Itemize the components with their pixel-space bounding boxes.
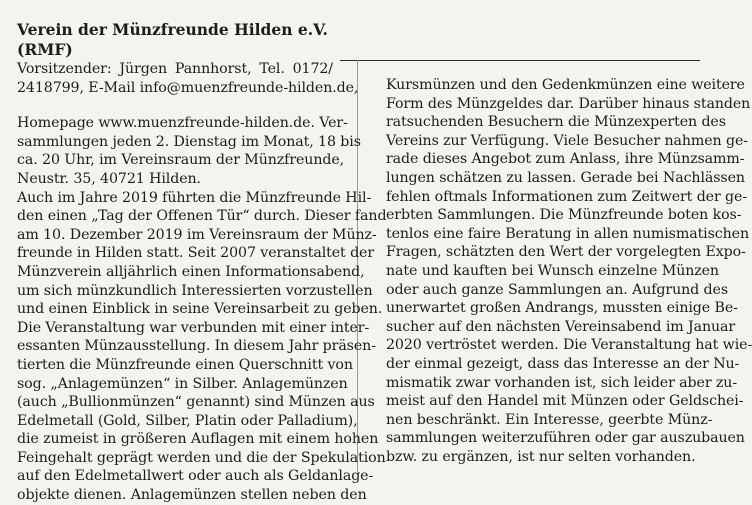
text-line: ca. 20 Uhr, im Vereinsraum der Münzfreunde, xyxy=(17,152,345,169)
text-line: nen beschränkt. Ein Interesse, geerbte Münz- xyxy=(386,411,713,428)
text-line: der einmal gezeigt, dass das Interesse an der Nu- xyxy=(386,355,740,372)
text-line: Feingehalt geprägt werden und die der Spekulation xyxy=(17,449,386,466)
text-line: objekte dienen. Anlagemünzen stellen neben den xyxy=(17,487,367,504)
text-line: um sich münzkundlich Interessierten vorzustellen xyxy=(17,282,373,299)
text-line: sucher auf den nächsten Vereinsabend im Januar xyxy=(386,318,736,335)
text-line: meist auf den Handel mit Münzen oder Geldschei- xyxy=(386,393,744,410)
left-column xyxy=(17,20,387,505)
text-line: am 10. Dezember 2019 im Vereinsraum der Münz- xyxy=(17,226,377,243)
text-line: mismatik zwar vorhanden ist, sich leider aber zu- xyxy=(386,374,738,391)
text-line: und einen Einblick in seine Vereinsarbeit zu geben. xyxy=(17,301,383,318)
text-line: erbten Sammlungen. Die Münzfreunde boten kos- xyxy=(386,207,742,224)
text-line: tierten die Münzfreunde einen Querschnitt von xyxy=(17,356,353,373)
article-body-left xyxy=(17,114,387,504)
text-line: oder auch ganze Sammlungen an. Aufgrund des xyxy=(386,281,729,298)
club-heading: Verein der Münzfreunde Hilden e.V. (RMF) xyxy=(17,20,328,59)
right-column xyxy=(386,76,752,466)
text-line: tenlos eine faire Beratung in allen numismatischen xyxy=(386,225,750,242)
text-line: 2020 vertröstet werden. Die Veranstaltung hat wie- xyxy=(386,337,752,354)
text-line: Kursmünzen und den Gedenkmünzen eine weitere xyxy=(386,77,745,93)
text-line: ratsuchenden Besuchern die Münzexperten des xyxy=(386,114,726,131)
text-line: die zumeist in größeren Auflagen mit einem hohen xyxy=(17,431,379,448)
text-line: Vereins zur Verfügung. Viele Besucher nahmen ge- xyxy=(386,132,748,149)
text-line: Edelmetall (Gold, Silber, Platin oder Palladium), xyxy=(17,412,358,429)
contact-line: 2418799, E-Mail info@muenzfreunde-hilden.de, xyxy=(17,79,359,96)
text-line: sammlungen weiterzuführen oder gar auszubauen xyxy=(386,430,745,447)
text-line: bzw. zu ergänzen, ist nur selten vorhanden. xyxy=(386,448,696,465)
text-line: sammlungen jeden 2. Dienstag im Monat, 18 bis xyxy=(17,133,361,150)
contact-block xyxy=(17,60,359,97)
text-line: Homepage www.muenzfreunde-hilden.de. Ver- xyxy=(17,115,348,132)
text-line: (auch „Bullionmünzen“ genannt) sind Münzen aus xyxy=(17,394,375,411)
text-line: rade dieses Angebot zum Anlass, ihre Münzsamm- xyxy=(386,151,745,168)
text-line: Münzverein alljährlich einen Informationsabend, xyxy=(17,263,365,280)
text-line: lungen schätzen zu lassen. Gerade bei Nachlässen xyxy=(386,169,745,186)
text-line: Fragen, schätzten den Wert der vorgelegten Expo- xyxy=(386,244,746,261)
text-line: Form des Münzgeldes dar. Darüber hinaus standen xyxy=(386,95,751,112)
column-top-rule xyxy=(340,60,700,61)
text-line: Neustr. 35, 40721 Hilden. xyxy=(17,170,201,187)
text-line: Auch im Jahre 2019 führten die Münzfreunde Hil- xyxy=(17,189,372,206)
text-line: unerwartet großen Andrangs, mussten einige Be- xyxy=(386,300,738,317)
text-line: nate und kauften bei Wunsch einzelne Münzen xyxy=(386,262,719,279)
text-line: essanten Münzausstellung. In diesem Jahr präsen- xyxy=(17,338,376,355)
text-line: freunde in Hilden statt. Seit 2007 veranstaltet der xyxy=(17,245,375,262)
contact-line: Vorsitzender: Jürgen Pannhorst, Tel. 0172/ xyxy=(17,61,333,77)
text-line: den einen „Tag der Offenen Tür“ durch. Dieser fand xyxy=(17,208,387,225)
text-line: Die Veranstaltung war verbunden mit einer inter- xyxy=(17,319,370,336)
text-line: auf den Edelmetallwert oder auch als Geldanlage- xyxy=(17,468,374,485)
text-line: sog. „Anlagemünzen“ in Silber. Anlagemünzen xyxy=(17,375,348,392)
text-line: fehlen oftmals Informationen zum Zeitwert der ge- xyxy=(386,188,748,205)
